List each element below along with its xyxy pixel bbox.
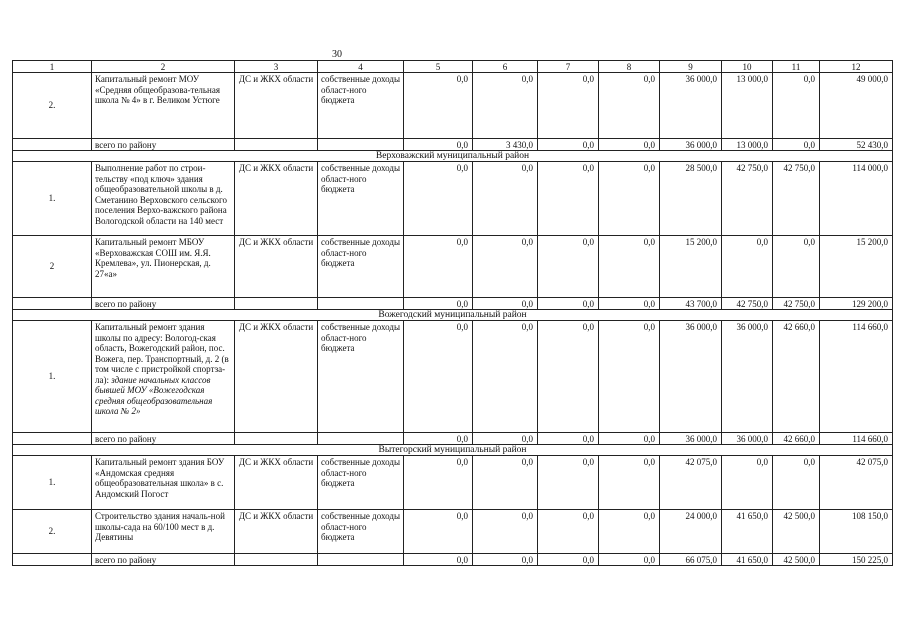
total-value: 0,0 xyxy=(404,433,473,445)
table-row xyxy=(13,321,893,433)
value-cell: 0,0 xyxy=(538,321,599,433)
value-cell: 114 660,0 xyxy=(820,321,893,433)
project-name xyxy=(92,236,235,298)
funding-source: собственные доходы област-ного бюджета xyxy=(318,73,404,139)
total-value: 129 200,0 xyxy=(820,298,893,310)
total-value: 42 750,0 xyxy=(722,298,773,310)
value-cell: 0,0 xyxy=(473,510,538,554)
project-name-text: Капитальный ремонт здания БОУ «Андомская средняя общеобразовательная школа» в с. Андомский Погост xyxy=(95,457,225,499)
responsible-org: ДС и ЖКХ области xyxy=(235,510,318,554)
total-value: 42 750,0 xyxy=(773,298,820,310)
value-cell: 42 660,0 xyxy=(773,321,820,433)
total-empty-cell xyxy=(235,554,318,566)
value-cell: 0,0 xyxy=(473,236,538,298)
total-label: всего по району xyxy=(92,298,235,310)
total-value: 52 430,0 xyxy=(820,139,893,151)
total-value: 3 430,0 xyxy=(473,139,538,151)
row-number: 2. xyxy=(13,73,92,139)
col-header: 4 xyxy=(318,61,404,73)
district-header-row xyxy=(13,151,893,162)
value-cell: 0,0 xyxy=(404,321,473,433)
total-value: 0,0 xyxy=(599,433,660,445)
col-header: 5 xyxy=(404,61,473,73)
row-number: 2. xyxy=(13,510,92,554)
value-cell: 0,0 xyxy=(722,456,773,510)
total-value: 0,0 xyxy=(538,139,599,151)
total-empty-cell xyxy=(235,433,318,445)
col-header: 6 xyxy=(473,61,538,73)
project-name xyxy=(92,321,235,433)
project-name xyxy=(92,510,235,554)
value-cell: 0,0 xyxy=(773,73,820,139)
project-name-text: Строительство здания началь-ной школы-сада на 60/100 мест в д. Девятины xyxy=(95,511,225,542)
table-row xyxy=(13,73,893,139)
table-row xyxy=(13,236,893,298)
value-cell: 42 500,0 xyxy=(773,510,820,554)
total-empty-cell xyxy=(13,298,92,310)
value-cell: 0,0 xyxy=(773,456,820,510)
col-header: 3 xyxy=(235,61,318,73)
total-value: 42 660,0 xyxy=(773,433,820,445)
value-cell: 0,0 xyxy=(404,236,473,298)
value-cell: 0,0 xyxy=(599,510,660,554)
total-row xyxy=(13,554,893,566)
total-value: 0,0 xyxy=(538,554,599,566)
value-cell: 0,0 xyxy=(538,456,599,510)
total-value: 42 500,0 xyxy=(773,554,820,566)
value-cell: 0,0 xyxy=(773,236,820,298)
total-value: 36 000,0 xyxy=(722,433,773,445)
project-name xyxy=(92,73,235,139)
total-value: 41 650,0 xyxy=(722,554,773,566)
total-label: всего по району xyxy=(92,554,235,566)
value-cell: 28 500,0 xyxy=(660,162,722,236)
table-row xyxy=(13,510,893,554)
value-cell: 0,0 xyxy=(599,321,660,433)
table-row xyxy=(13,456,893,510)
value-cell: 0,0 xyxy=(538,73,599,139)
total-row xyxy=(13,139,893,151)
value-cell: 0,0 xyxy=(404,73,473,139)
funding-source: собственные доходы област-ного бюджета xyxy=(318,162,404,236)
value-cell: 0,0 xyxy=(473,73,538,139)
total-value: 36 000,0 xyxy=(660,433,722,445)
district-name: Вытегорский муниципальный район xyxy=(13,445,893,456)
col-header: 1 xyxy=(13,61,92,73)
project-name-text: Капитальный ремонт МОУ «Средняя общеобразова-тельная школа № 4» в г. Великом Устюге xyxy=(95,74,220,105)
total-empty-cell xyxy=(318,298,404,310)
budget-table xyxy=(12,60,893,566)
value-cell: 0,0 xyxy=(599,73,660,139)
responsible-org: ДС и ЖКХ области xyxy=(235,456,318,510)
total-label: всего по району xyxy=(92,433,235,445)
column-header-row xyxy=(13,61,893,73)
district-header-row xyxy=(13,310,893,321)
value-cell: 49 000,0 xyxy=(820,73,893,139)
total-empty-cell xyxy=(318,433,404,445)
total-value: 0,0 xyxy=(773,139,820,151)
total-value: 0,0 xyxy=(473,298,538,310)
row-number: 2 xyxy=(13,236,92,298)
value-cell: 0,0 xyxy=(538,510,599,554)
total-label: всего по району xyxy=(92,139,235,151)
project-name-text: Капитальный ремонт здания школы по адресу: Вологод-ская область, Вожегодский район, пос. Вожега, пер. Транспортный, д. 2 (в том числе с пристройкой спортза-ла): xyxy=(95,322,229,385)
value-cell: 0,0 xyxy=(599,236,660,298)
col-header: 11 xyxy=(773,61,820,73)
total-row xyxy=(13,298,893,310)
value-cell: 0,0 xyxy=(599,162,660,236)
project-name-text: Выполнение работ по строи-тельству «под ключ» здания общеобразовательной школы в д. Сметанино Верховского сельского поселения Верхо-важского района Вологодской области на 140 мест xyxy=(95,163,227,226)
district-name: Вожегодский муниципальный район xyxy=(13,310,893,321)
value-cell: 36 000,0 xyxy=(722,321,773,433)
value-cell: 13 000,0 xyxy=(722,73,773,139)
total-empty-cell xyxy=(318,139,404,151)
total-value: 114 660,0 xyxy=(820,433,893,445)
total-value: 0,0 xyxy=(538,298,599,310)
responsible-org: ДС и ЖКХ области xyxy=(235,162,318,236)
total-value: 36 000,0 xyxy=(660,139,722,151)
total-empty-cell xyxy=(235,139,318,151)
total-row xyxy=(13,433,893,445)
table-row xyxy=(13,162,893,236)
value-cell: 15 200,0 xyxy=(820,236,893,298)
value-cell: 42 075,0 xyxy=(820,456,893,510)
total-value: 66 075,0 xyxy=(660,554,722,566)
value-cell: 114 000,0 xyxy=(820,162,893,236)
total-empty-cell xyxy=(318,554,404,566)
project-name-text: Капитальный ремонт МБОУ «Верховажская СОШ им. Я.Я. Кремлева», ул. Пионерская, д. 27«а» xyxy=(95,237,211,279)
page-number: 30 xyxy=(332,49,342,60)
value-cell: 24 000,0 xyxy=(660,510,722,554)
value-cell: 42 750,0 xyxy=(773,162,820,236)
total-value: 0,0 xyxy=(404,298,473,310)
value-cell: 36 000,0 xyxy=(660,321,722,433)
total-empty-cell xyxy=(13,139,92,151)
value-cell: 0,0 xyxy=(599,456,660,510)
funding-source: собственные доходы област-ного бюджета xyxy=(318,510,404,554)
total-value: 0,0 xyxy=(599,298,660,310)
row-number: 1. xyxy=(13,162,92,236)
value-cell: 0,0 xyxy=(404,162,473,236)
value-cell: 0,0 xyxy=(473,456,538,510)
row-number: 1. xyxy=(13,456,92,510)
col-header: 7 xyxy=(538,61,599,73)
value-cell: 0,0 xyxy=(538,162,599,236)
col-header: 2 xyxy=(92,61,235,73)
value-cell: 0,0 xyxy=(722,236,773,298)
project-name xyxy=(92,456,235,510)
value-cell: 0,0 xyxy=(473,321,538,433)
value-cell: 15 200,0 xyxy=(660,236,722,298)
value-cell: 108 150,0 xyxy=(820,510,893,554)
total-empty-cell xyxy=(13,433,92,445)
total-value: 0,0 xyxy=(404,139,473,151)
total-value: 0,0 xyxy=(473,554,538,566)
value-cell: 42 075,0 xyxy=(660,456,722,510)
responsible-org: ДС и ЖКХ области xyxy=(235,236,318,298)
row-number: 1. xyxy=(13,321,92,433)
funding-source: собственные доходы област-ного бюджета xyxy=(318,321,404,433)
value-cell: 0,0 xyxy=(404,510,473,554)
total-empty-cell xyxy=(235,298,318,310)
total-value: 0,0 xyxy=(404,554,473,566)
value-cell: 42 750,0 xyxy=(722,162,773,236)
col-header: 8 xyxy=(599,61,660,73)
total-value: 43 700,0 xyxy=(660,298,722,310)
total-value: 0,0 xyxy=(599,554,660,566)
value-cell: 36 000,0 xyxy=(660,73,722,139)
col-header: 9 xyxy=(660,61,722,73)
project-name-note: здание начальных классов бывшей МОУ «Вожегодская средняя общеобразовательная школа № 2» xyxy=(95,374,213,416)
total-value: 0,0 xyxy=(538,433,599,445)
total-value: 0,0 xyxy=(599,139,660,151)
district-name: Верховажский муниципальный район xyxy=(13,151,893,162)
value-cell: 0,0 xyxy=(404,456,473,510)
col-header: 12 xyxy=(820,61,893,73)
value-cell: 41 650,0 xyxy=(722,510,773,554)
responsible-org: ДС и ЖКХ области xyxy=(235,321,318,433)
value-cell: 0,0 xyxy=(538,236,599,298)
responsible-org: ДС и ЖКХ области xyxy=(235,73,318,139)
funding-source: собственные доходы област-ного бюджета xyxy=(318,456,404,510)
col-header: 10 xyxy=(722,61,773,73)
district-header-row xyxy=(13,445,893,456)
value-cell: 0,0 xyxy=(473,162,538,236)
project-name xyxy=(92,162,235,236)
funding-source: собственные доходы област-ного бюджета xyxy=(318,236,404,298)
total-value: 13 000,0 xyxy=(722,139,773,151)
total-value: 150 225,0 xyxy=(820,554,893,566)
total-value: 0,0 xyxy=(473,433,538,445)
total-empty-cell xyxy=(13,554,92,566)
